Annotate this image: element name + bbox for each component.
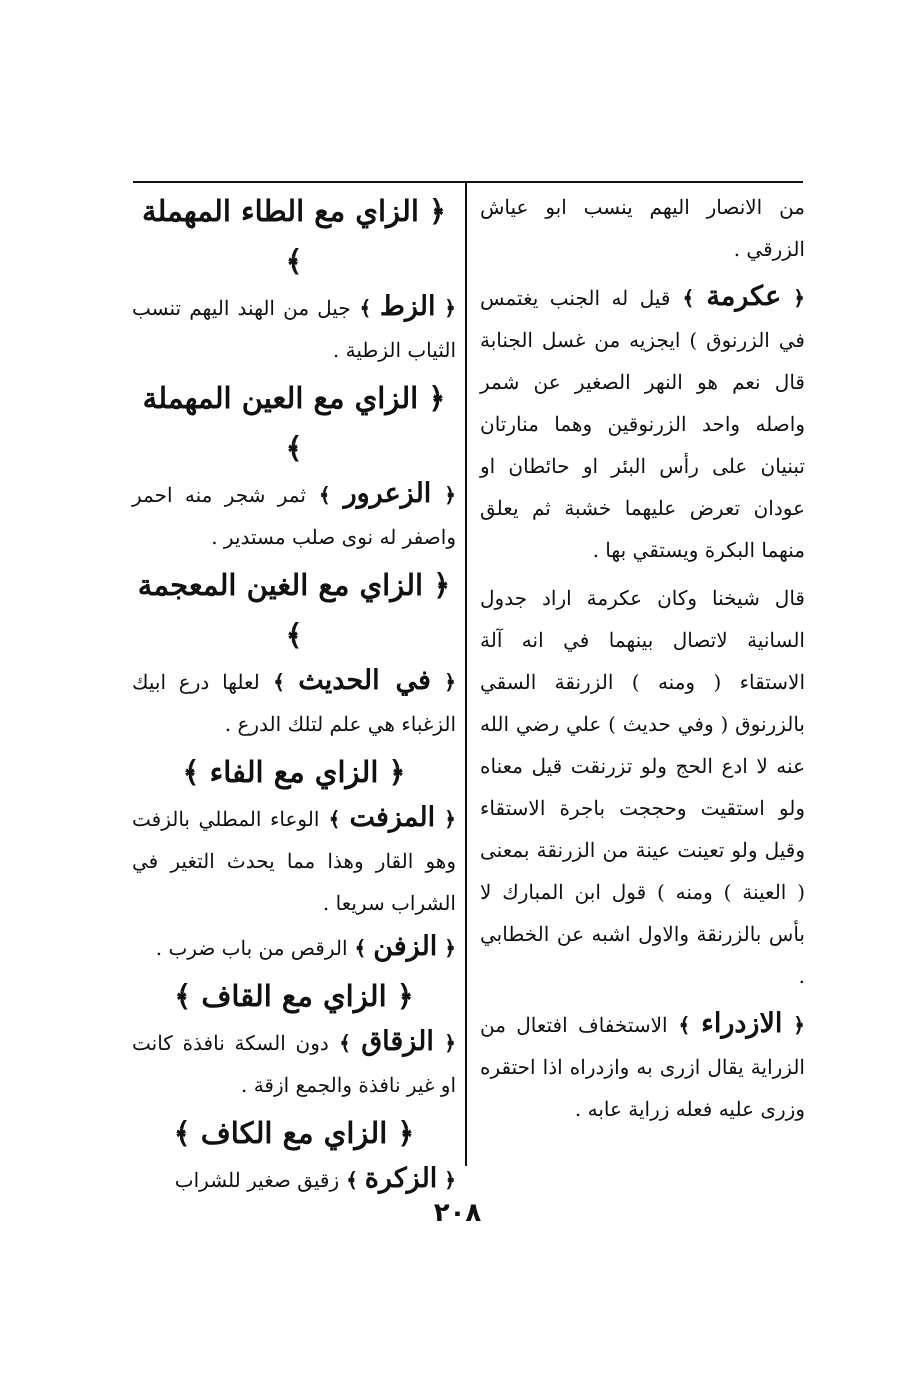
open-bracket: ﴿ bbox=[781, 286, 805, 310]
open-bracket: ﴿ bbox=[378, 755, 406, 789]
entry-text: قال شيخنا وكان عكرمة اراد جدول السانية لاتصال بينهما في انه آلة الاستقاء ( ومنه ) الزرنقة السقي بالزرنوق ( وفي حديث ) علي رضي الله عنه لا ادع الحج ولو تزرنقت قيل معناه ولو استقيت وحججت باجرة الاستقاء وقيل ولو تعينت عينة من الزرنقة بمعنى ( العينة ) ومنه ) قول ابن المبارك لا بأس بالزرنقة والاول اشبه عن الخطابي . bbox=[480, 586, 805, 988]
section-heading bbox=[132, 186, 456, 286]
entry-headword: الزط bbox=[379, 291, 436, 322]
close-bracket: ﴾ bbox=[350, 296, 380, 320]
entry-paragraph bbox=[132, 926, 456, 969]
entry-paragraph bbox=[132, 660, 456, 745]
section-heading bbox=[132, 373, 456, 473]
entry-headword: الزكرة bbox=[364, 1163, 438, 1194]
entry-text: جيل من الهند اليهم تنسب الثياب الزطية . bbox=[132, 296, 456, 362]
close-bracket: ﴾ bbox=[328, 1031, 362, 1055]
entry-text: زقيق صغير للشراب bbox=[174, 1168, 340, 1192]
open-bracket: ﴿ bbox=[386, 979, 414, 1013]
open-bracket: ﴿ bbox=[435, 807, 457, 831]
entry-paragraph bbox=[132, 286, 456, 371]
section-title: الزاي مع الكاف bbox=[200, 1116, 388, 1150]
entry-headword: الزقاق bbox=[361, 1026, 434, 1057]
close-bracket: ﴾ bbox=[667, 1013, 702, 1037]
open-bracket: ﴿ bbox=[782, 1013, 805, 1037]
entry-paragraph bbox=[480, 276, 805, 571]
entry-text: لعلها درع ابيك الزغباء هي علم لتلك الدرع . bbox=[132, 670, 456, 736]
close-bracket: ﴾ bbox=[259, 670, 299, 694]
close-bracket: ﴾ bbox=[670, 286, 707, 310]
entry-paragraph bbox=[132, 1021, 456, 1106]
open-bracket: ﴿ bbox=[423, 568, 451, 602]
open-bracket: ﴿ bbox=[433, 1031, 456, 1055]
close-bracket: ﴾ bbox=[319, 807, 350, 831]
right-entries bbox=[480, 276, 805, 1130]
section-title: الزاي مع العين المهملة bbox=[142, 381, 419, 415]
section-heading bbox=[132, 1108, 456, 1158]
close-bracket: ﴾ bbox=[285, 244, 303, 278]
close-bracket: ﴾ bbox=[285, 618, 303, 652]
entry-paragraph bbox=[480, 1003, 805, 1130]
entry-text: دون السكة نافذة كانت او غير نافذة والجمع ازقة . bbox=[132, 1031, 456, 1097]
close-bracket: ﴾ bbox=[347, 936, 374, 960]
entry-paragraph bbox=[132, 1158, 456, 1201]
open-bracket: ﴿ bbox=[431, 483, 456, 507]
section-title: الزاي مع الفاء bbox=[209, 755, 379, 789]
entry-text: الوعاء المطلي بالزفت وهو القار وهذا مما يحدث التغير في الشراب سريعا . bbox=[132, 807, 456, 915]
close-bracket: ﴾ bbox=[182, 755, 210, 789]
open-bracket: ﴿ bbox=[437, 936, 456, 960]
section-heading bbox=[132, 747, 456, 797]
close-bracket: ﴾ bbox=[339, 1168, 365, 1192]
close-bracket: ﴾ bbox=[174, 979, 202, 1013]
open-bracket: ﴿ bbox=[418, 381, 446, 415]
entry-headword: في الحديث bbox=[298, 665, 431, 696]
entry-text: قيل له الجنب يغتمس في الزرنوق ) ايجزيه من غسل الجنابة قال نعم هو النهر الصغير عن شمر واصله واحد الزرنوقين وهما منارتان تبنيان على رأس البئر او حائطان او عودان تعرض عليهما خشبة ثم يعلق منهما البكرة ويستقي بها . bbox=[480, 286, 805, 562]
entry-text: الرقص من باب ضرب . bbox=[155, 936, 348, 960]
page-number: ٢٠٨ bbox=[433, 1198, 482, 1228]
close-bracket: ﴾ bbox=[285, 431, 303, 465]
intro-paragraph: من الانصار اليهم ينسب ابو عياش الزرقي . bbox=[480, 195, 805, 261]
section-title: الزاي مع الغين المعجمة bbox=[137, 568, 424, 602]
section-title: الزاي مع القاف bbox=[201, 979, 387, 1013]
section-title: الزاي مع الطاء المهملة bbox=[141, 194, 419, 228]
close-bracket: ﴾ bbox=[305, 483, 344, 507]
section-heading bbox=[132, 971, 456, 1021]
section-heading bbox=[132, 560, 456, 660]
left-blocks bbox=[132, 186, 456, 1201]
entry-paragraph bbox=[132, 797, 456, 924]
left-column bbox=[132, 186, 456, 1203]
top-rule bbox=[133, 181, 803, 183]
entry-headword: عكرمة bbox=[706, 281, 782, 312]
open-bracket: ﴿ bbox=[437, 1168, 456, 1192]
entry-paragraph bbox=[480, 577, 805, 997]
entry-paragraph bbox=[132, 473, 456, 558]
entry-headword: الازدراء bbox=[701, 1008, 783, 1039]
column-divider bbox=[465, 183, 467, 1166]
entry-headword: الزفن bbox=[373, 931, 438, 962]
entry-headword: الزعرور bbox=[343, 478, 432, 509]
entry-text: ثمر شجر منه احمر واصفر له نوى صلب مستدير . bbox=[132, 483, 456, 549]
close-bracket: ﴾ bbox=[173, 1116, 201, 1150]
open-bracket: ﴿ bbox=[435, 296, 456, 320]
entry-text: الاستخفاف افتعال من الزراية يقال ازرى به وازدراه اذا احتقره وزرى عليه فعله زراية عابه . bbox=[480, 1013, 805, 1121]
right-column bbox=[480, 186, 805, 1136]
open-bracket: ﴿ bbox=[387, 1116, 415, 1150]
open-bracket: ﴿ bbox=[430, 670, 457, 694]
entry-headword: المزفت bbox=[349, 802, 436, 833]
open-bracket: ﴿ bbox=[418, 194, 447, 228]
